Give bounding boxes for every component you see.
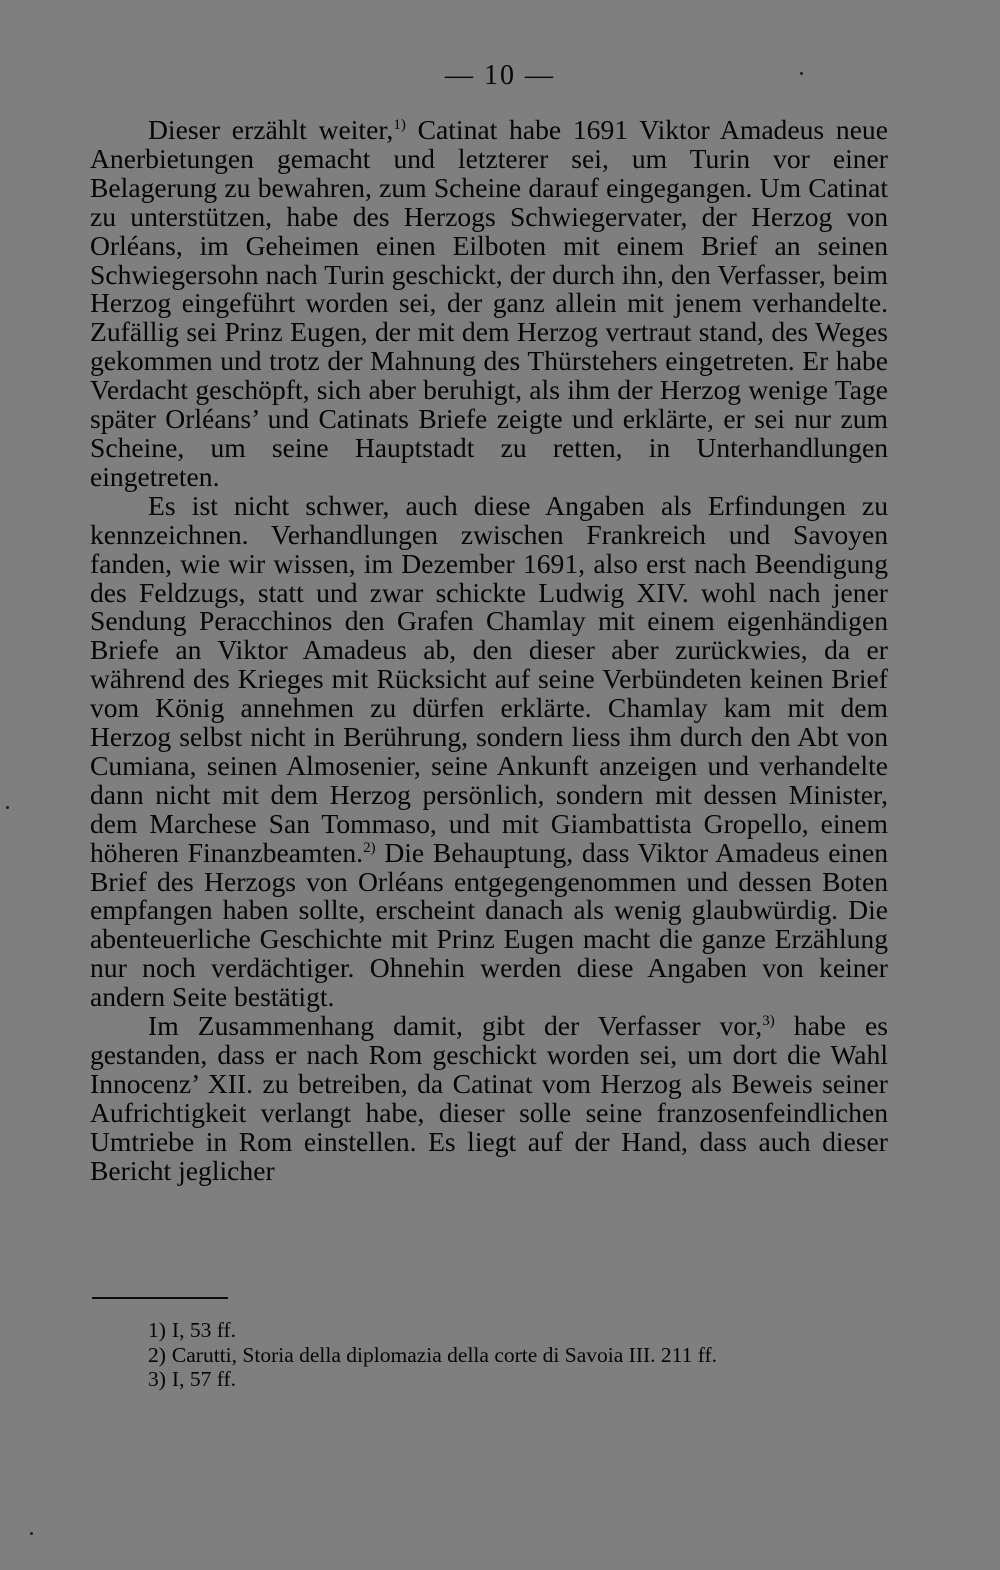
footnote-ref-2: 2) [363,839,376,856]
paragraph-3-text-b: habe es gestanden, dass er nach Rom geschickt worden sei, um dort die Wahl Innocenz’ XII. zu betreiben, da Catinat vom Herzog als Beweis seiner Aufrichtigkeit verlangt habe, dieser solle seine franzosenfeindlichen Umtriebe in Rom einstellen. Es liegt auf der Hand, dass auch dieser Bericht jeglicher [90,1010,889,1186]
paragraph-1-text-b: Catinat habe 1691 Viktor Amadeus neue Anerbietungen gemacht und letzterer sei, um Turin vor einer Belagerung zu bewahren, zum Scheine darauf eingegangen. Um Catinat zu unterstützen, habe des Herzogs Schwiegervater, der Herzog von Orléans, im Geheimen einen Eilboten mit einem Brief an seinen Schwiegersohn nach Turin geschickt, der durch ihn, den Verfasser, beim Herzog eingeführt worden sei, der ganz allein mit jenem verhandelte. Zufällig sei Prinz Eugen, der mit dem Herzog vertraut stand, des Weges gekommen und trotz der Mahnung des Thürstehers eingetreten. Er habe Verdacht geschöpft, sich aber beruhigt, als ihm der Herzog wenige Tage später Orléans’ und Catinats Briefe zeigte und erklärte, er sei nur zum Scheine, um seine Hauptstadt zu retten, in Unterhandlungen eingetreten. [90,114,888,492]
paragraph-2-text-a: Es ist nicht schwer, auch diese Angaben als Erfindungen zu kennzeichnen. Verhandlungen zwischen Frankreich und Savoyen fanden, wie wir wissen, im Dezember 1691, also erst nach Beendigung des Feldzugs, statt und zwar schickte Ludwig XIV. wohl nach jener Sendung Peracchinos den Grafen Chamlay mit einem eigenhändigen Briefe an Viktor Amadeus ab, den dieser aber zurückwies, da er während des Krieges mit Rücksicht auf seine Verbündeten keinen Brief vom König annehmen zu dürfen erklärte. Chamlay kam mit dem Herzog selbst nicht in Berührung, sondern liess ihm durch den Abt von Cumiana, seinen Almosenier, seine Ankunft anzeigen und verhandelte dann nicht mit dem Herzog persönlich, sondern mit dessen Minister, dem Marchese San Tommaso, und mit Giambattista Gropello, einem höheren Finanzbeamten. [90,489,888,868]
footnote-text: I, 57 ff. [171,1367,237,1391]
paragraph-3 [90,1012,888,1185]
footnote-2 [148,1343,908,1368]
paragraph-1 [90,116,888,492]
footnote-3 [148,1367,908,1392]
paragraph-2 [90,489,888,1013]
footnote-ref-1: 1) [393,116,406,133]
footnote-separator [92,1297,228,1299]
footnote-text: Carutti, Storia della diplomazia della corte di Savoia III. 211 ff. [171,1342,718,1367]
footnote-text: I, 53 ff. [171,1318,237,1342]
scan-speck [800,72,803,75]
scan-speck [6,806,9,809]
footnote-1 [148,1318,908,1343]
page-number: — 10 — [445,60,555,91]
footnote-marker: 2) [148,1342,166,1367]
footnote-marker: 3) [148,1367,166,1391]
scan-speck [30,1532,33,1535]
footnote-marker: 1) [148,1318,166,1342]
footnote-ref-3: 3) [762,1012,775,1029]
footnotes [148,1318,908,1392]
paragraph-1-text-a: Dieser erzählt weiter, [148,114,394,145]
paragraph-3-text-a: Im Zusammenhang damit, gibt der Verfasser vor, [148,1010,763,1042]
paragraph-2-text-b: Die Behauptung, dass Viktor Amadeus einen Brief des Herzogs von Orléans entgegengenommen und dessen Boten empfangen haben sollte, erscheint danach als wenig glaubwürdig. Die abenteuerliche Geschichte mit Prinz Eugen macht die ganze Erzählung nur noch verdächtiger. Ohnehin werden diese Angaben von keiner andern Seite bestätigt. [90,836,888,1013]
main-text [90,116,888,1186]
